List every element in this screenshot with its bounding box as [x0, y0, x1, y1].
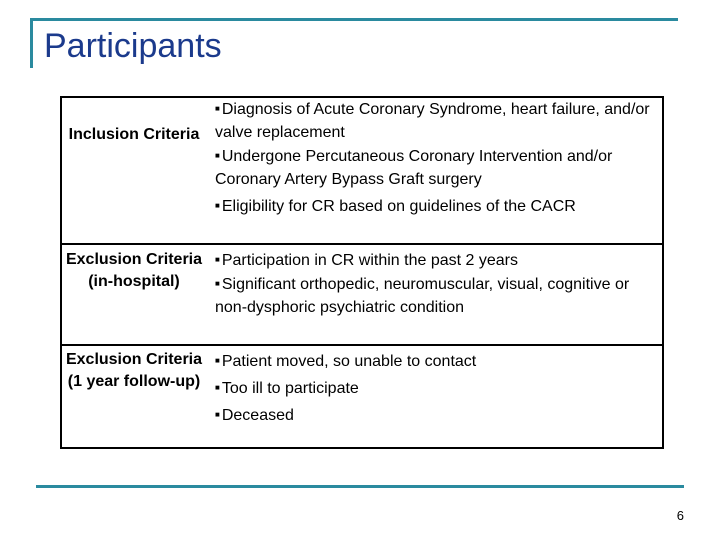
square-bullet-icon: ■	[215, 201, 220, 210]
inclusion-criteria-label: Inclusion Criteria	[68, 126, 200, 143]
exclusion-follow-up-list	[215, 349, 660, 427]
list-item	[215, 349, 660, 373]
list-item-text: Too ill to participate	[221, 380, 359, 397]
square-bullet-icon: ■	[215, 104, 220, 113]
list-item-text: Eligibility for CR based on guidelines of the CACR	[221, 198, 576, 215]
square-bullet-icon: ■	[215, 383, 220, 392]
table-row-divider	[60, 243, 664, 245]
list-item-text: Participation in CR within the past 2 years	[221, 252, 518, 269]
inclusion-criteria-list	[215, 97, 660, 218]
square-bullet-icon: ■	[215, 151, 220, 160]
square-bullet-icon: ■	[215, 356, 220, 365]
list-item	[215, 272, 660, 319]
table-row-divider	[60, 344, 664, 346]
footer-accent-rule	[36, 485, 684, 488]
exclusion-in-hospital-label: Exclusion Criteria (in-hospital)	[65, 251, 203, 290]
list-item-text: Undergone Percutaneous Coronary Intervention and/or Coronary Artery Bypass Graft surgery	[215, 148, 613, 188]
list-item	[215, 144, 660, 191]
page-number: 6	[676, 508, 684, 523]
list-item-text: Patient moved, so unable to contact	[221, 353, 477, 370]
square-bullet-icon: ■	[215, 255, 220, 264]
list-item-text: Significant orthopedic, neuromuscular, visual, cognitive or non-dysphoric psychiatric condition	[215, 276, 630, 316]
slide-title: Participants	[44, 27, 222, 65]
list-item-text: Diagnosis of Acute Coronary Syndrome, heart failure, and/or valve replacement	[215, 101, 650, 141]
exclusion-in-hospital-list	[215, 248, 660, 319]
list-item	[215, 376, 660, 400]
list-item	[215, 248, 660, 272]
list-item	[215, 194, 660, 218]
list-item	[215, 403, 660, 427]
square-bullet-icon: ■	[215, 410, 220, 419]
square-bullet-icon: ■	[215, 279, 220, 288]
title-accent-vertical-rule	[30, 18, 33, 68]
title-accent-horizontal-rule	[30, 18, 678, 21]
list-item-text: Deceased	[221, 407, 294, 424]
exclusion-follow-up-label: Exclusion Criteria (1 year follow-up)	[65, 351, 203, 390]
list-item	[215, 97, 660, 144]
